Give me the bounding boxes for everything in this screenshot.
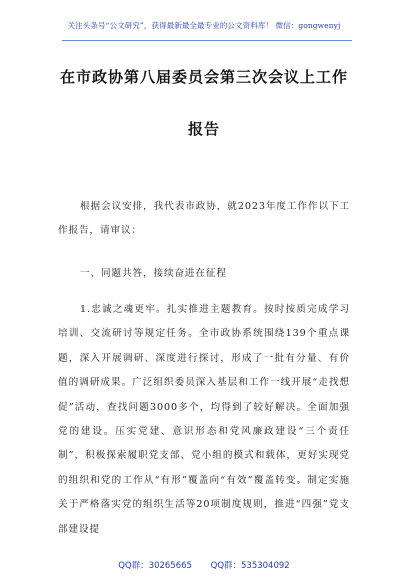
page-header-notice: 关注头条号“公文研究”，获得最新最全最专业的公文资料库！ 微信：gongwenyj <box>67 21 341 30</box>
document-title-line1: 在市政协第八届委员会第三次会议上工作 <box>59 68 348 86</box>
header-divider <box>62 40 352 41</box>
page-footer <box>0 559 408 571</box>
section-heading <box>58 262 350 286</box>
footer-qq-group-2: QQ群：535304092 <box>210 561 290 571</box>
body-paragraph-text: 1.忠诚之魂更牢。扎实推进主题教育。按时按质完成学习培训、交流研讨等规定任务。全市政协系统围绕139个重点课题，深入开展调研、深度进行探讨，形成了一批有分量、有价值的调研成果。广泛组织委员深入基层和工作一线开展“走找想促”活动，查找问题3000多个，均得到了较好解决。全面加强党的建设。压实党建、意识形态和党风廉政建设“三个责任制”，积极探索履职党支部、党小组的模式和载体，更好实现党的组织和党的工作从“有形”覆盖向“有效”覆盖转变。制定实施关于严格落实党的组织生活等20项制度规则，推进“四强”党支部建设提 <box>58 304 350 535</box>
document-title-line2: 报告 <box>187 120 220 138</box>
footer-qq-group-1: QQ群：30265665 <box>118 561 192 571</box>
body-paragraph <box>58 298 350 558</box>
section-heading-text: 一、同题共答，接续奋进在征程 <box>80 268 227 279</box>
intro-text: 根据会议安排，我代表市政协，就2023年度工作作以下工作报告，请审议： <box>58 201 350 237</box>
intro-paragraph <box>58 195 350 244</box>
